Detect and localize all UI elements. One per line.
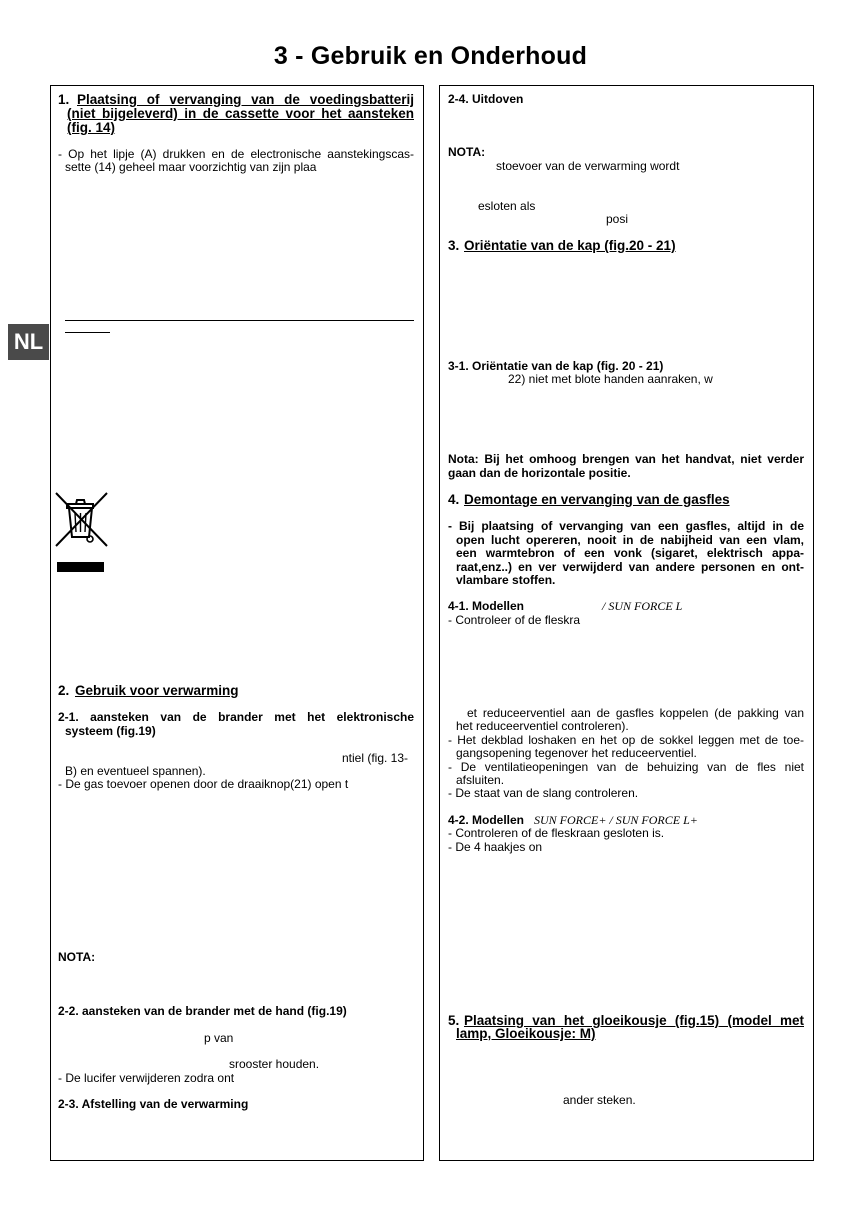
section-5-title-line-1: Plaatsing van het gloeikousje (fig.15) (model met xyxy=(464,1013,804,1028)
section-1-paragraph-line-2: sette (14) geheel maar voorzichtig van zijn plaa xyxy=(65,160,317,174)
text-line: et reduceerventiel aan de gasfles koppelen (de pakking van xyxy=(467,706,804,720)
text-line: - Het dekblad loshaken en het op de sokkel leggen met de toe- xyxy=(448,733,804,747)
page-title: 3 - Gebruik en Onderhoud xyxy=(273,42,588,70)
text-fragment: 22) niet met blote handen aanraken, w xyxy=(508,372,713,386)
text-fragment: stoevoer van de verwarming wordt xyxy=(496,159,680,173)
text-fragment: esloten als xyxy=(478,199,536,213)
section-4-paragraph-line-2: open lucht opereren, nooit in de nabijheid van een vlam, xyxy=(456,533,804,547)
language-badge: NL xyxy=(8,324,49,360)
section-1-title-line-1: Plaatsing of vervanging van de voedingsbatterij xyxy=(77,92,414,107)
subsection-4-2-heading: 4-2. Modellen xyxy=(448,813,525,827)
text-line: - De ventilatieopeningen van de behuizing van de fles niet xyxy=(448,760,804,774)
section-1-paragraph-line-1: - Op het lipje (A) drukken en de electronische aanstekingscas- xyxy=(58,147,414,161)
nota-bold-line-1: Nota: Bij het omhoog brengen van het handvat, niet verder xyxy=(448,452,804,466)
section-1-title-line-2: (niet bijgeleverd) in de cassette voor het aansteken xyxy=(67,106,414,121)
horizontal-rule xyxy=(65,320,414,321)
section-4-number: 4. xyxy=(448,492,460,507)
model-name: / SUN FORCE L xyxy=(602,599,683,613)
nota-label: NOTA: xyxy=(58,950,96,964)
section-4-paragraph-line-4: raat,enz..) en ver verwijderd van andere personen en ont- xyxy=(456,560,804,574)
section-2-number: 2. xyxy=(58,683,70,698)
section-5-number: 5. xyxy=(448,1013,460,1028)
model-name: SUN FORCE+ / SUN FORCE L+ xyxy=(534,813,698,827)
crossed-out-wheelie-bin-icon xyxy=(53,490,110,550)
subsection-3-1-heading: 3-1. Oriëntatie van de kap (fig. 20 - 21) xyxy=(448,359,664,373)
section-2-title: Gebruik voor verwarming xyxy=(75,683,239,698)
section-4-paragraph-line-1: - Bij plaatsing of vervanging van een gasfles, altijd in de xyxy=(448,519,804,533)
short-rule xyxy=(65,332,110,333)
text-fragment: - De lucifer verwijderen zodra ont xyxy=(58,1071,235,1085)
nota-label: NOTA: xyxy=(448,145,486,159)
text-fragment: p van xyxy=(204,1031,234,1045)
text-line: - De staat van de slang controleren. xyxy=(448,786,639,800)
left-column-frame xyxy=(50,85,424,1161)
text-line: het reduceerventiel controleren). xyxy=(456,719,629,733)
text-line: gangsopening tegenover het reduceerventiel. xyxy=(456,746,697,760)
subsection-2-4-heading: 2-4. Uitdoven xyxy=(448,92,524,106)
text-fragment: srooster houden. xyxy=(229,1057,320,1071)
subsection-2-1-heading-line-2: systeem (fig.19) xyxy=(65,724,156,738)
nota-bold-line-2: gaan dan de horizontale positie. xyxy=(448,466,631,480)
text-fragment: - De gas toevoer openen door de draaiknop(21) open t xyxy=(58,777,349,791)
text-fragment: ntiel (fig. 13- xyxy=(342,751,409,765)
section-4-paragraph-line-3: een warmtebron of een vonk (sigaret, elektrisch appa- xyxy=(456,546,804,560)
text-fragment: - De 4 haakjes on xyxy=(448,840,543,854)
section-4-title: Demontage en vervanging van de gasfles xyxy=(464,492,730,507)
section-1-title-line-3: (fig. 14) xyxy=(67,120,116,135)
text-fragment: ander steken. xyxy=(563,1093,636,1107)
subsection-2-3-heading: 2-3. Afstelling van de verwarming xyxy=(58,1097,249,1111)
text-line: - Controleren of de fleskraan gesloten is. xyxy=(448,826,665,840)
weee-black-bar xyxy=(57,562,104,572)
text-fragment: B) en eventueel spannen). xyxy=(65,764,206,778)
subsection-4-1-heading: 4-1. Modellen xyxy=(448,599,525,613)
text-line: afsluiten. xyxy=(456,773,505,787)
section-1-number: 1. xyxy=(58,92,70,107)
section-4-paragraph-line-5: vlambare stoffen. xyxy=(456,573,556,587)
section-5-title-line-2: lamp, Gloeikousje: M) xyxy=(456,1026,596,1041)
subsection-2-1-heading-line-1: 2-1. aansteken van de brander met het elektronische xyxy=(58,710,414,724)
text-fragment: - Controleer of de fleskra xyxy=(448,613,581,627)
section-3-title: Oriëntatie van de kap (fig.20 - 21) xyxy=(464,238,676,253)
subsection-2-2-heading: 2-2. aansteken van de brander met de hand (fig.19) xyxy=(58,1004,347,1018)
text-fragment: posi xyxy=(606,212,629,226)
section-3-number: 3. xyxy=(448,238,460,253)
